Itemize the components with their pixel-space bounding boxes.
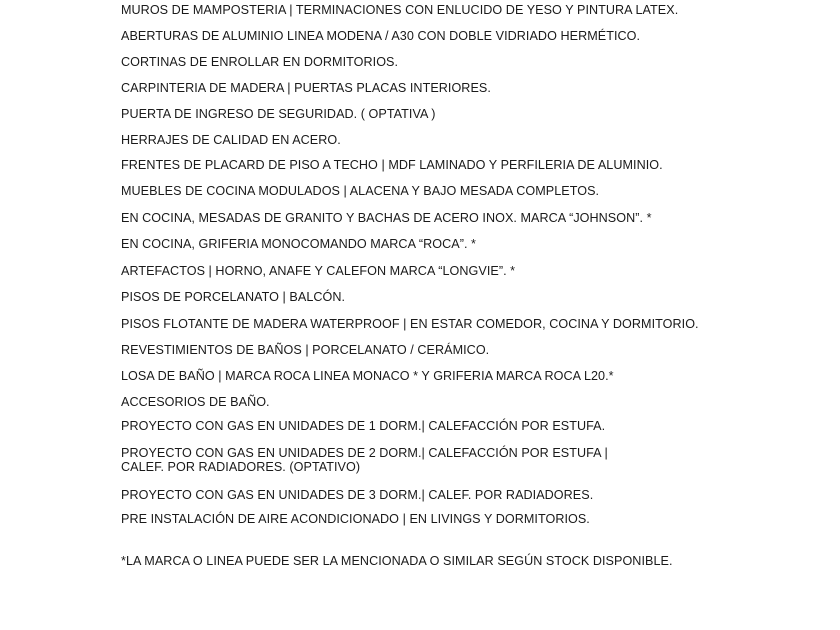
- spec-line-gas-2-bedroom: PROYECTO CON GAS EN UNIDADES DE 2 DORM.| CALEFACCIÓN POR ESTUFA |: [121, 446, 608, 460]
- spec-footnote: *LA MARCA O LINEA PUEDE SER LA MENCIONADA O SIMILAR SEGÚN STOCK DISPONIBLE.: [121, 554, 673, 568]
- spec-line-gas-3-bedroom: PROYECTO CON GAS EN UNIDADES DE 3 DORM.| CALEF. POR RADIADORES.: [121, 488, 594, 502]
- spec-line-security-door: PUERTA DE INGRESO DE SEGURIDAD. ( OPTATIVA ): [121, 107, 436, 121]
- spec-line-shutters: CORTINAS DE ENROLLAR EN DORMITORIOS.: [121, 55, 399, 69]
- spec-line-bath-accessories: ACCESORIOS DE BAÑO.: [121, 395, 270, 409]
- spec-line-hardware: HERRAJES DE CALIDAD EN ACERO.: [121, 133, 341, 147]
- spec-line-walls: MUROS DE MAMPOSTERIA | TERMINACIONES CON ENLUCIDO DE YESO Y PINTURA LATEX.: [121, 3, 679, 17]
- spec-line-kitchen-faucet: EN COCINA, GRIFERIA MONOCOMANDO MARCA “ROCA”. *: [121, 237, 476, 251]
- spec-line-gas-2-bedroom-cont: CALEF. POR RADIADORES. (OPTATIVO): [121, 460, 361, 474]
- spec-line-kitchen-cabinets: MUEBLES DE COCINA MODULADOS | ALACENA Y BAJO MESADA COMPLETOS.: [121, 184, 600, 198]
- spec-line-gas-1-bedroom: PROYECTO CON GAS EN UNIDADES DE 1 DORM.| CALEFACCIÓN POR ESTUFA.: [121, 419, 606, 433]
- spec-line-bath-fixtures: LOSA DE BAÑO | MARCA ROCA LINEA MONACO * Y GRIFERIA MARCA ROCA L20.*: [121, 369, 614, 383]
- spec-line-bath-cladding: REVESTIMIENTOS DE BAÑOS | PORCELANATO / CERÁMICO.: [121, 343, 490, 357]
- spec-line-countertops: EN COCINA, MESADAS DE GRANITO Y BACHAS DE ACERO INOX. MARCA “JOHNSON”. *: [121, 211, 652, 225]
- spec-line-openings: ABERTURAS DE ALUMINIO LINEA MODENA / A30 CON DOBLE VIDRIADO HERMÉTICO.: [121, 29, 641, 43]
- spec-line-closets: FRENTES DE PLACARD DE PISO A TECHO | MDF LAMINADO Y PERFILERIA DE ALUMINIO.: [121, 158, 663, 172]
- spec-line-air-conditioning: PRE INSTALACIÓN DE AIRE ACONDICIONADO | EN LIVINGS Y DORMITORIOS.: [121, 512, 590, 526]
- spec-line-floating-floors: PISOS FLOTANTE DE MADERA WATERPROOF | EN ESTAR COMEDOR, COCINA Y DORMITORIO.: [121, 317, 699, 331]
- spec-line-porcelain-floors: PISOS DE PORCELANATO | BALCÓN.: [121, 290, 346, 304]
- spec-line-carpentry: CARPINTERIA DE MADERA | PUERTAS PLACAS INTERIORES.: [121, 81, 491, 95]
- spec-line-appliances: ARTEFACTOS | HORNO, ANAFE Y CALEFON MARCA “LONGVIE”. *: [121, 264, 516, 278]
